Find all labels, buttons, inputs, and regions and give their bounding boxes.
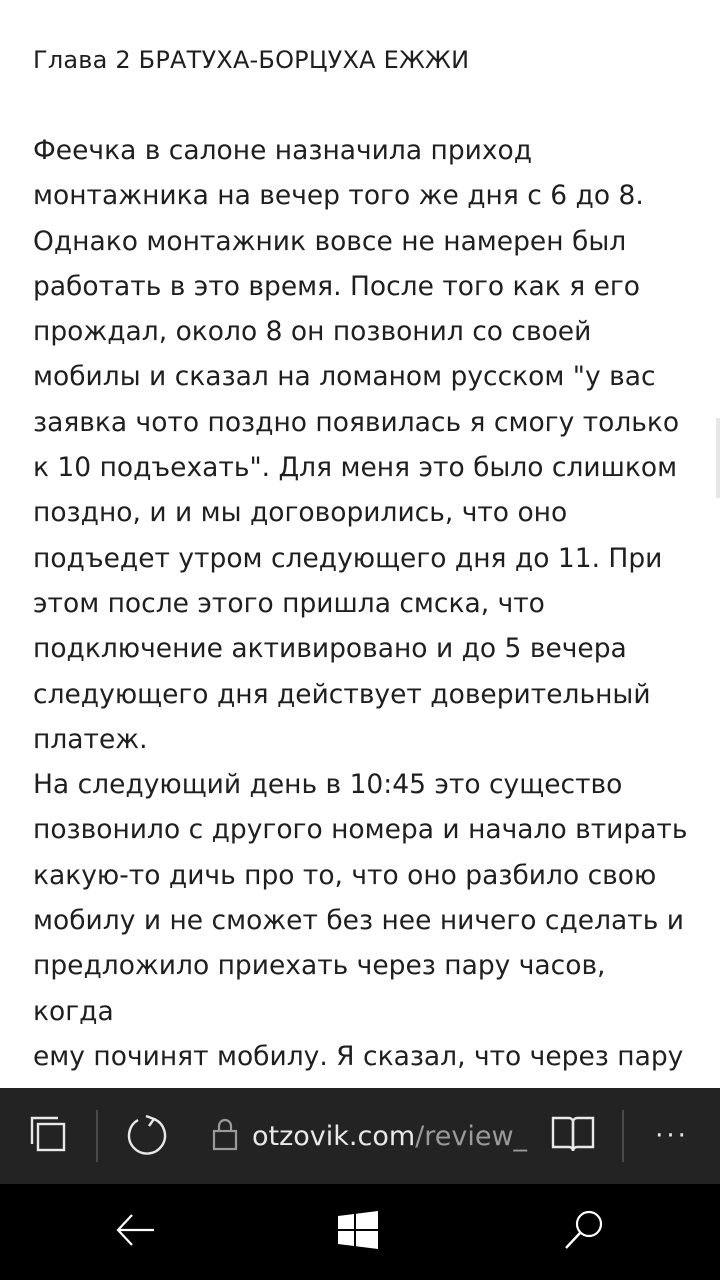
article-paragraph: Феечка в салоне назначила приход монтажника на вечер того же дня с 6 до 8. Однако монтажник вовсе не намерен был работать в это время. После того как я его прождал, около 8 он позвонил со своей мобилы и сказал на ломаном русском "у вас заявка чото поздно появилась я смогу только к 10 подъехать". Для меня это было слишком поздно, и и мы договорились, что оно подъедет утром следующего дня до 11. При этом после этого пришла смска, что подключение активировано и до 5 вечера следующего дня действует доверительный платеж. (33, 135, 680, 755)
reading-view-button[interactable] (540, 1088, 606, 1184)
windows-start-icon (338, 1211, 378, 1254)
back-button[interactable] (76, 1184, 196, 1280)
toolbar-separator (622, 1110, 624, 1162)
refresh-icon (124, 1112, 168, 1160)
url-domain: otzovik.com (252, 1120, 416, 1152)
url-path: /review_ (415, 1120, 528, 1152)
search-icon (562, 1208, 606, 1257)
address-bar[interactable] (210, 1088, 536, 1184)
toolbar-separator (96, 1110, 98, 1162)
article (33, 38, 693, 1125)
url-text (252, 1121, 527, 1152)
more-label: ··· (655, 1121, 689, 1151)
scroll-indicator[interactable] (716, 418, 720, 498)
start-button[interactable] (298, 1184, 418, 1280)
browser-toolbar (0, 1088, 720, 1184)
search-button[interactable] (524, 1184, 644, 1280)
more-button[interactable] (636, 1088, 708, 1184)
back-arrow-icon (114, 1210, 158, 1255)
spacer (33, 83, 693, 128)
tabs-icon (28, 1114, 68, 1158)
lock-icon (210, 1116, 240, 1156)
chapter-title: Глава 2 БРАТУХА-БОРЦУХА ЕЖЖИ (33, 46, 470, 74)
tabs-button[interactable] (10, 1088, 86, 1184)
system-navbar (0, 1184, 720, 1280)
refresh-button[interactable] (108, 1088, 184, 1184)
article-paragraph: На следующий день в 10:45 это существо позвонило с другого номера и начало втирать какую-то дичь про то, что оно разбило свою мобилу и не сможет без нее ничего сделать и предложило приехать через пару часов, когда ему починят мобилу. Я сказал, что через пару (33, 769, 688, 1072)
reading-view-icon (549, 1113, 597, 1159)
